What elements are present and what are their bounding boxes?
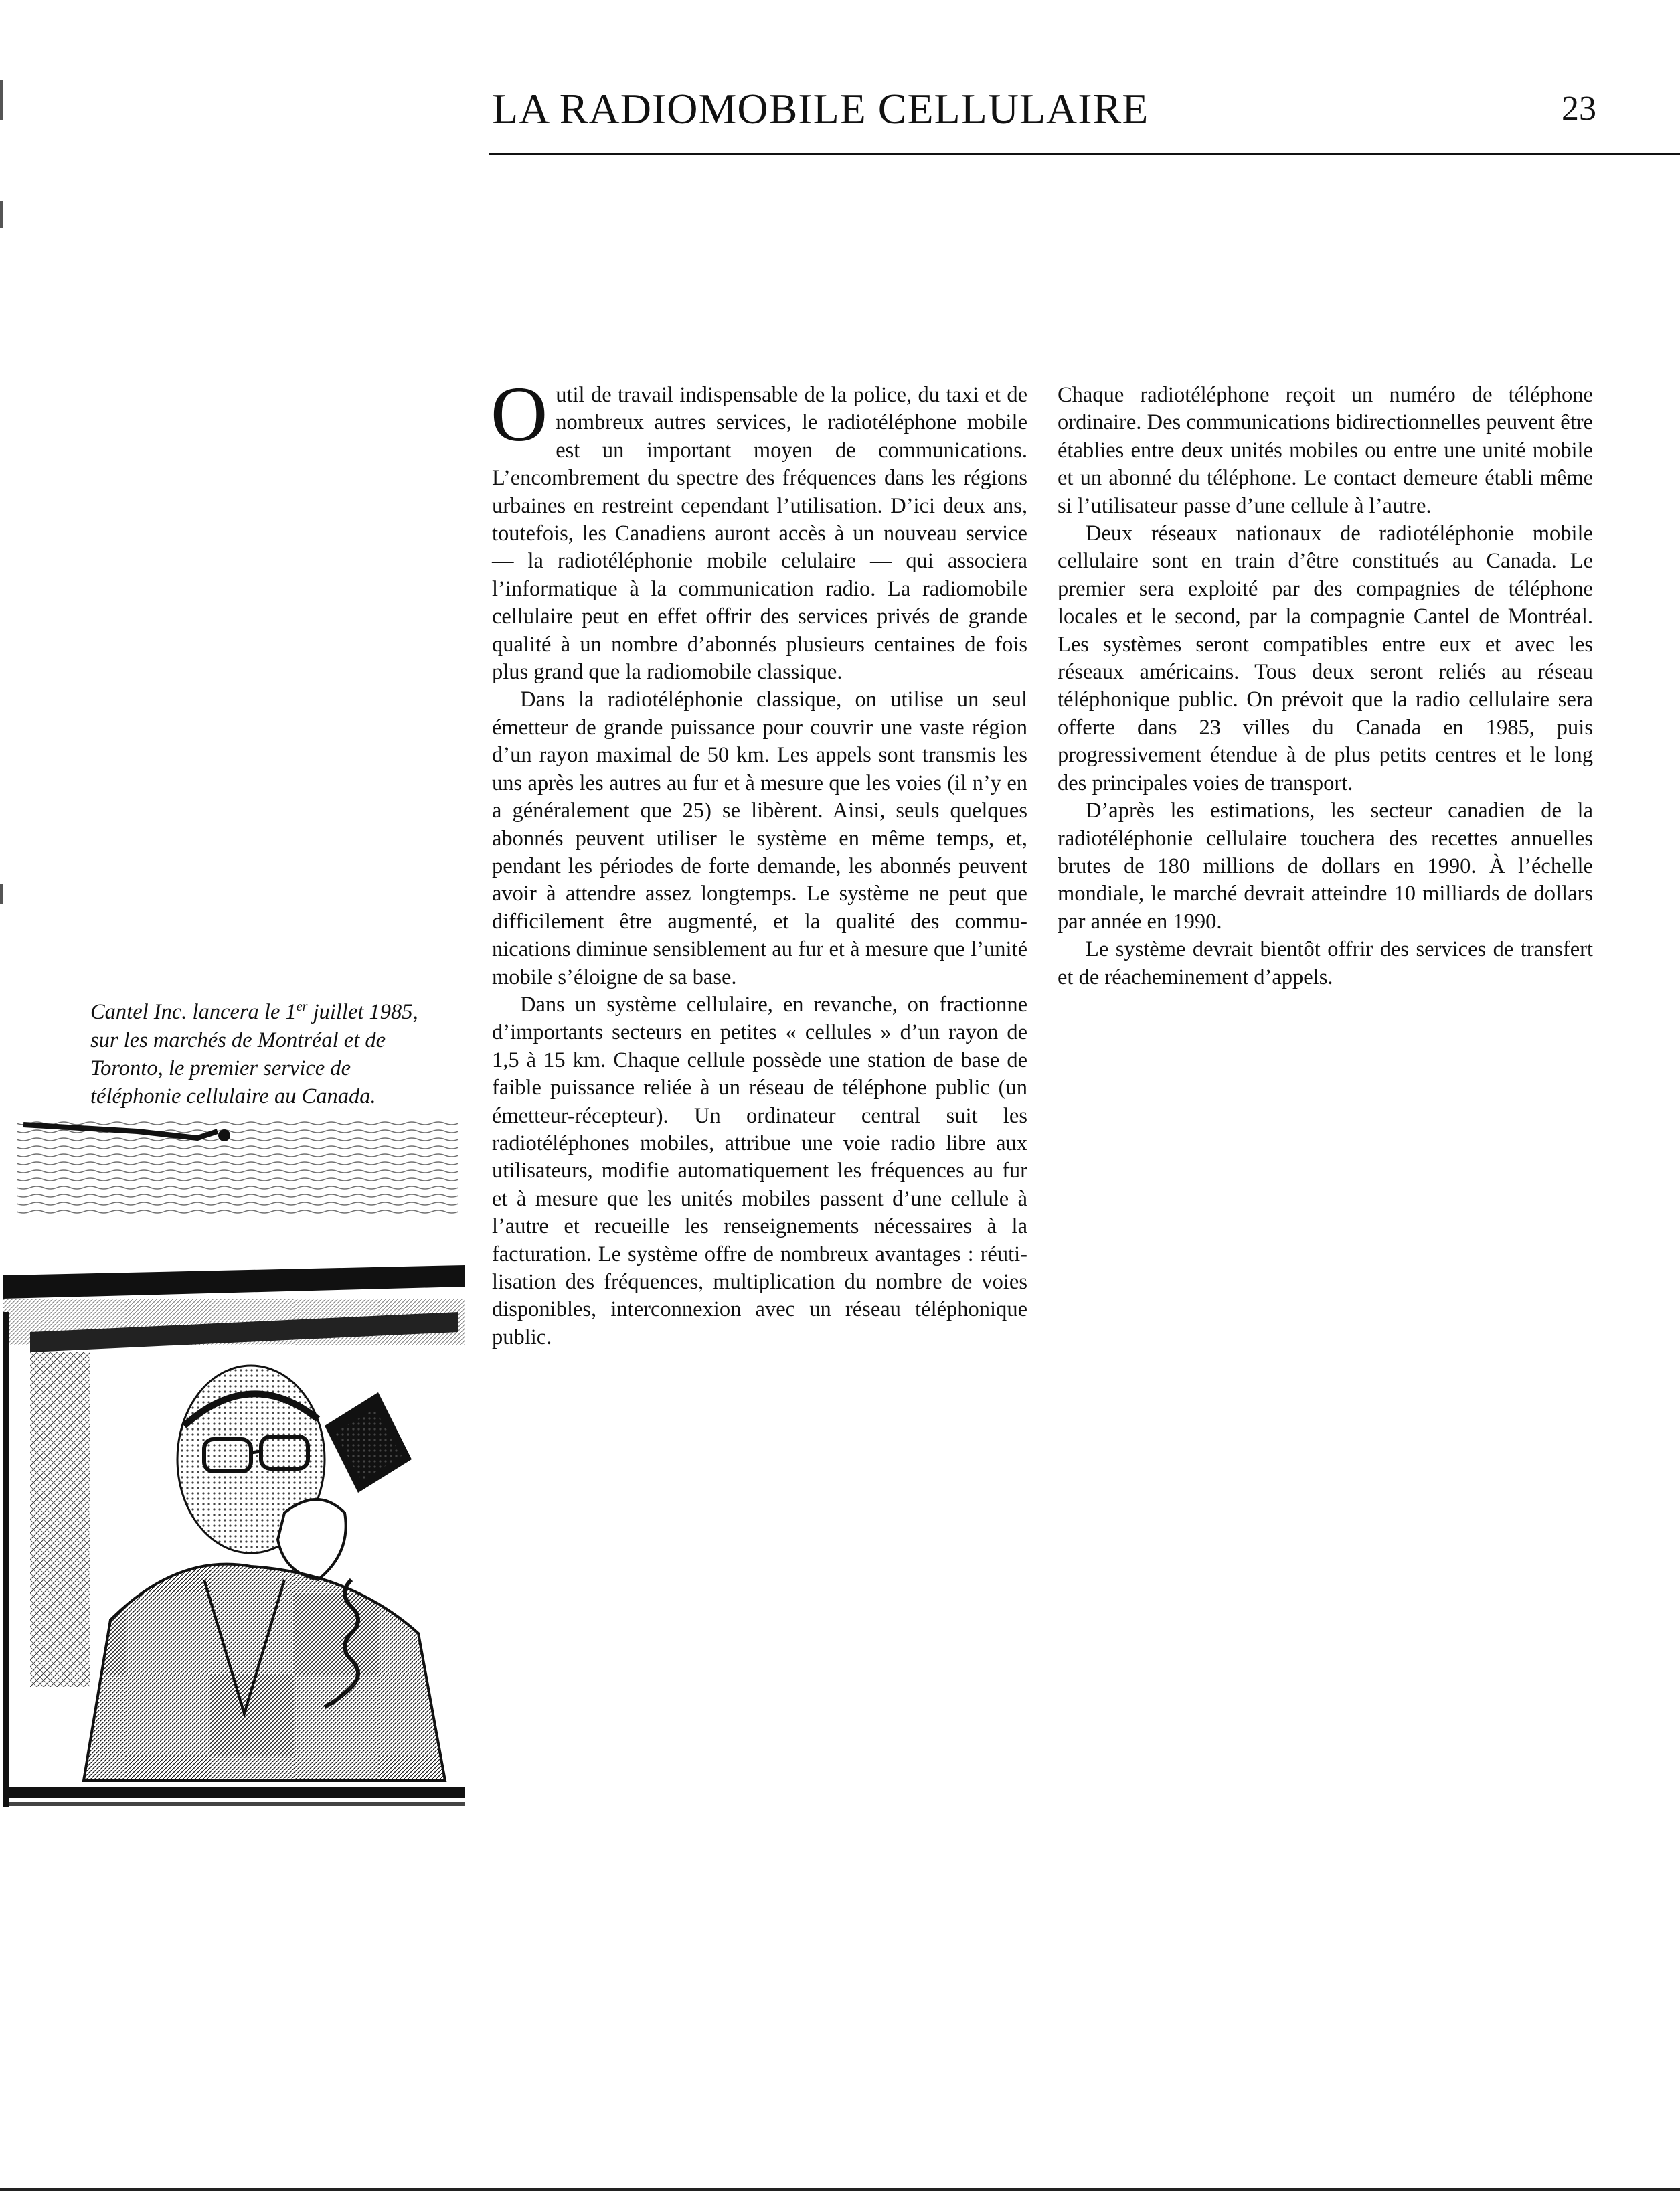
article-column-2 [1058, 382, 1593, 991]
photo-caption [90, 993, 438, 1111]
paragraph: Chaque radiotéléphone reçoit un numéro de téléphone ordinaire. Des communications bidirectionnelles peuvent être établies entre deux unités mobiles ou entre une unité mobile et un abonné du téléphone. Le contact demeure établi même si l’utilisateur passe d’une cellule à l’autre. [1058, 383, 1593, 518]
article-column-1 [491, 370, 1027, 1352]
caption-superscript: er [296, 999, 308, 1014]
paragraph: Deux réseaux nationaux de radiotéléphonie mobile cellulaire sont en train d’être constitués au Canada. Le premier sera exploité par des compagnies de téléphone locales et le second, par la compagnie Cantel de Montréal. Les systèmes seront compatibles entre eux et avec les réseaux américains. Tous deux seront reliés au réseau téléphonique public. On prévoit que la radio cellulaire sera offerte dans 23 villes du Canada en 1985, puis progressivement étendue à de plus petits centres et le long des principales voies de transport. [1058, 521, 1593, 795]
scan-mark [0, 884, 3, 904]
running-head [492, 79, 1596, 139]
caption-text-start: Cantel Inc. lancera le 1 [90, 999, 297, 1024]
header-rule [489, 153, 1680, 155]
paragraph: D’après les estimations, les secteur canadien de la radiotéléphonie cellulaire touchera des recettes annuelles brutes de 180 millions de dollars en 1990. À l’échelle mondiale, le marché devrait atteindre 10 milliards de dollars par année en 1990. [1058, 799, 1593, 934]
scan-mark [0, 80, 3, 120]
page-bottom-edge [0, 2188, 1680, 2191]
running-title: LA RADIOMOBILE CELLULAIRE [492, 85, 1149, 133]
paragraph: Le système devrait bientôt offrir des services de transfert et de réacheminement d’appels. [1058, 937, 1593, 989]
caption-text-end: juillet 1985, sur les marchés de Montréal et de Toronto, le premier service de téléphonie cellulaire au Canada. [90, 999, 418, 1109]
paragraph: Dans un système cellulaire, en revanche, on fractionne d’importants secteurs en petites « cellules » d’un rayon de 1,5 à 15 km. Chaque cellule possède une station de base de faible puissance reliée à un réseau de téléphone public (un émetteur-récepteur). Un ordinateur central suit les radiotéléphones mobiles, attribue une voie radio libre aux utilisateurs, modifie automatiquement les fréquences au fur et à mesure que les unités mobiles passent d’une cellule à l’autre et recueille les renseignements nécessaires à la facturation. Le système offre de nombreux avantages : réutilisation des fréquences, multiplication du nombre de voies disponibles, interconnexion avec un réseau téléphonique public. [492, 992, 1027, 1350]
paragraph: Dans la radiotéléphonie classique, on utilise un seul émetteur de grande puissance pour couvrir une vaste région d’un rayon maximal de 50 km. Les appels sont transmis les uns après les autres au fur et à mesure que les voies (il n’y en a généralement que 25) se libèrent. Ainsi, seuls quelques abonnés peuvent utiliser le système en même temps, et, pendant les périodes de forte demande, les abonnés peuvent avoir à attendre assez longtemps. Le système ne peut que difficilement être augmenté, et la qualité des communications diminue sensiblement au fur et à mesure que l’unité mobile s’éloigne de sa base. [492, 687, 1027, 989]
photo-man-car-phone [3, 1111, 465, 1814]
scan-mark [0, 201, 3, 228]
page-number: 23 [1562, 90, 1596, 128]
paragraph: Outil de travail indispensable de la police, du taxi et de nombreux autres services, le radiotéléphone mobile est un important moyen de communications. L’encombrement du spectre des fréquences dans les régions urbaines en restreint cependant l’utilisation. D’ici deux ans, toutefois, les Canadiens auront accès à un nouveau service — la radiotéléphonie mobile celulaire — qui associera l’informatique à la communication radio. La radiomobile cellulaire peut en effet offrir des services privés de grande qualité à un nombre d’abonnés plusieurs centaines de fois plus grand que la radiomobile classique. [491, 370, 1027, 685]
